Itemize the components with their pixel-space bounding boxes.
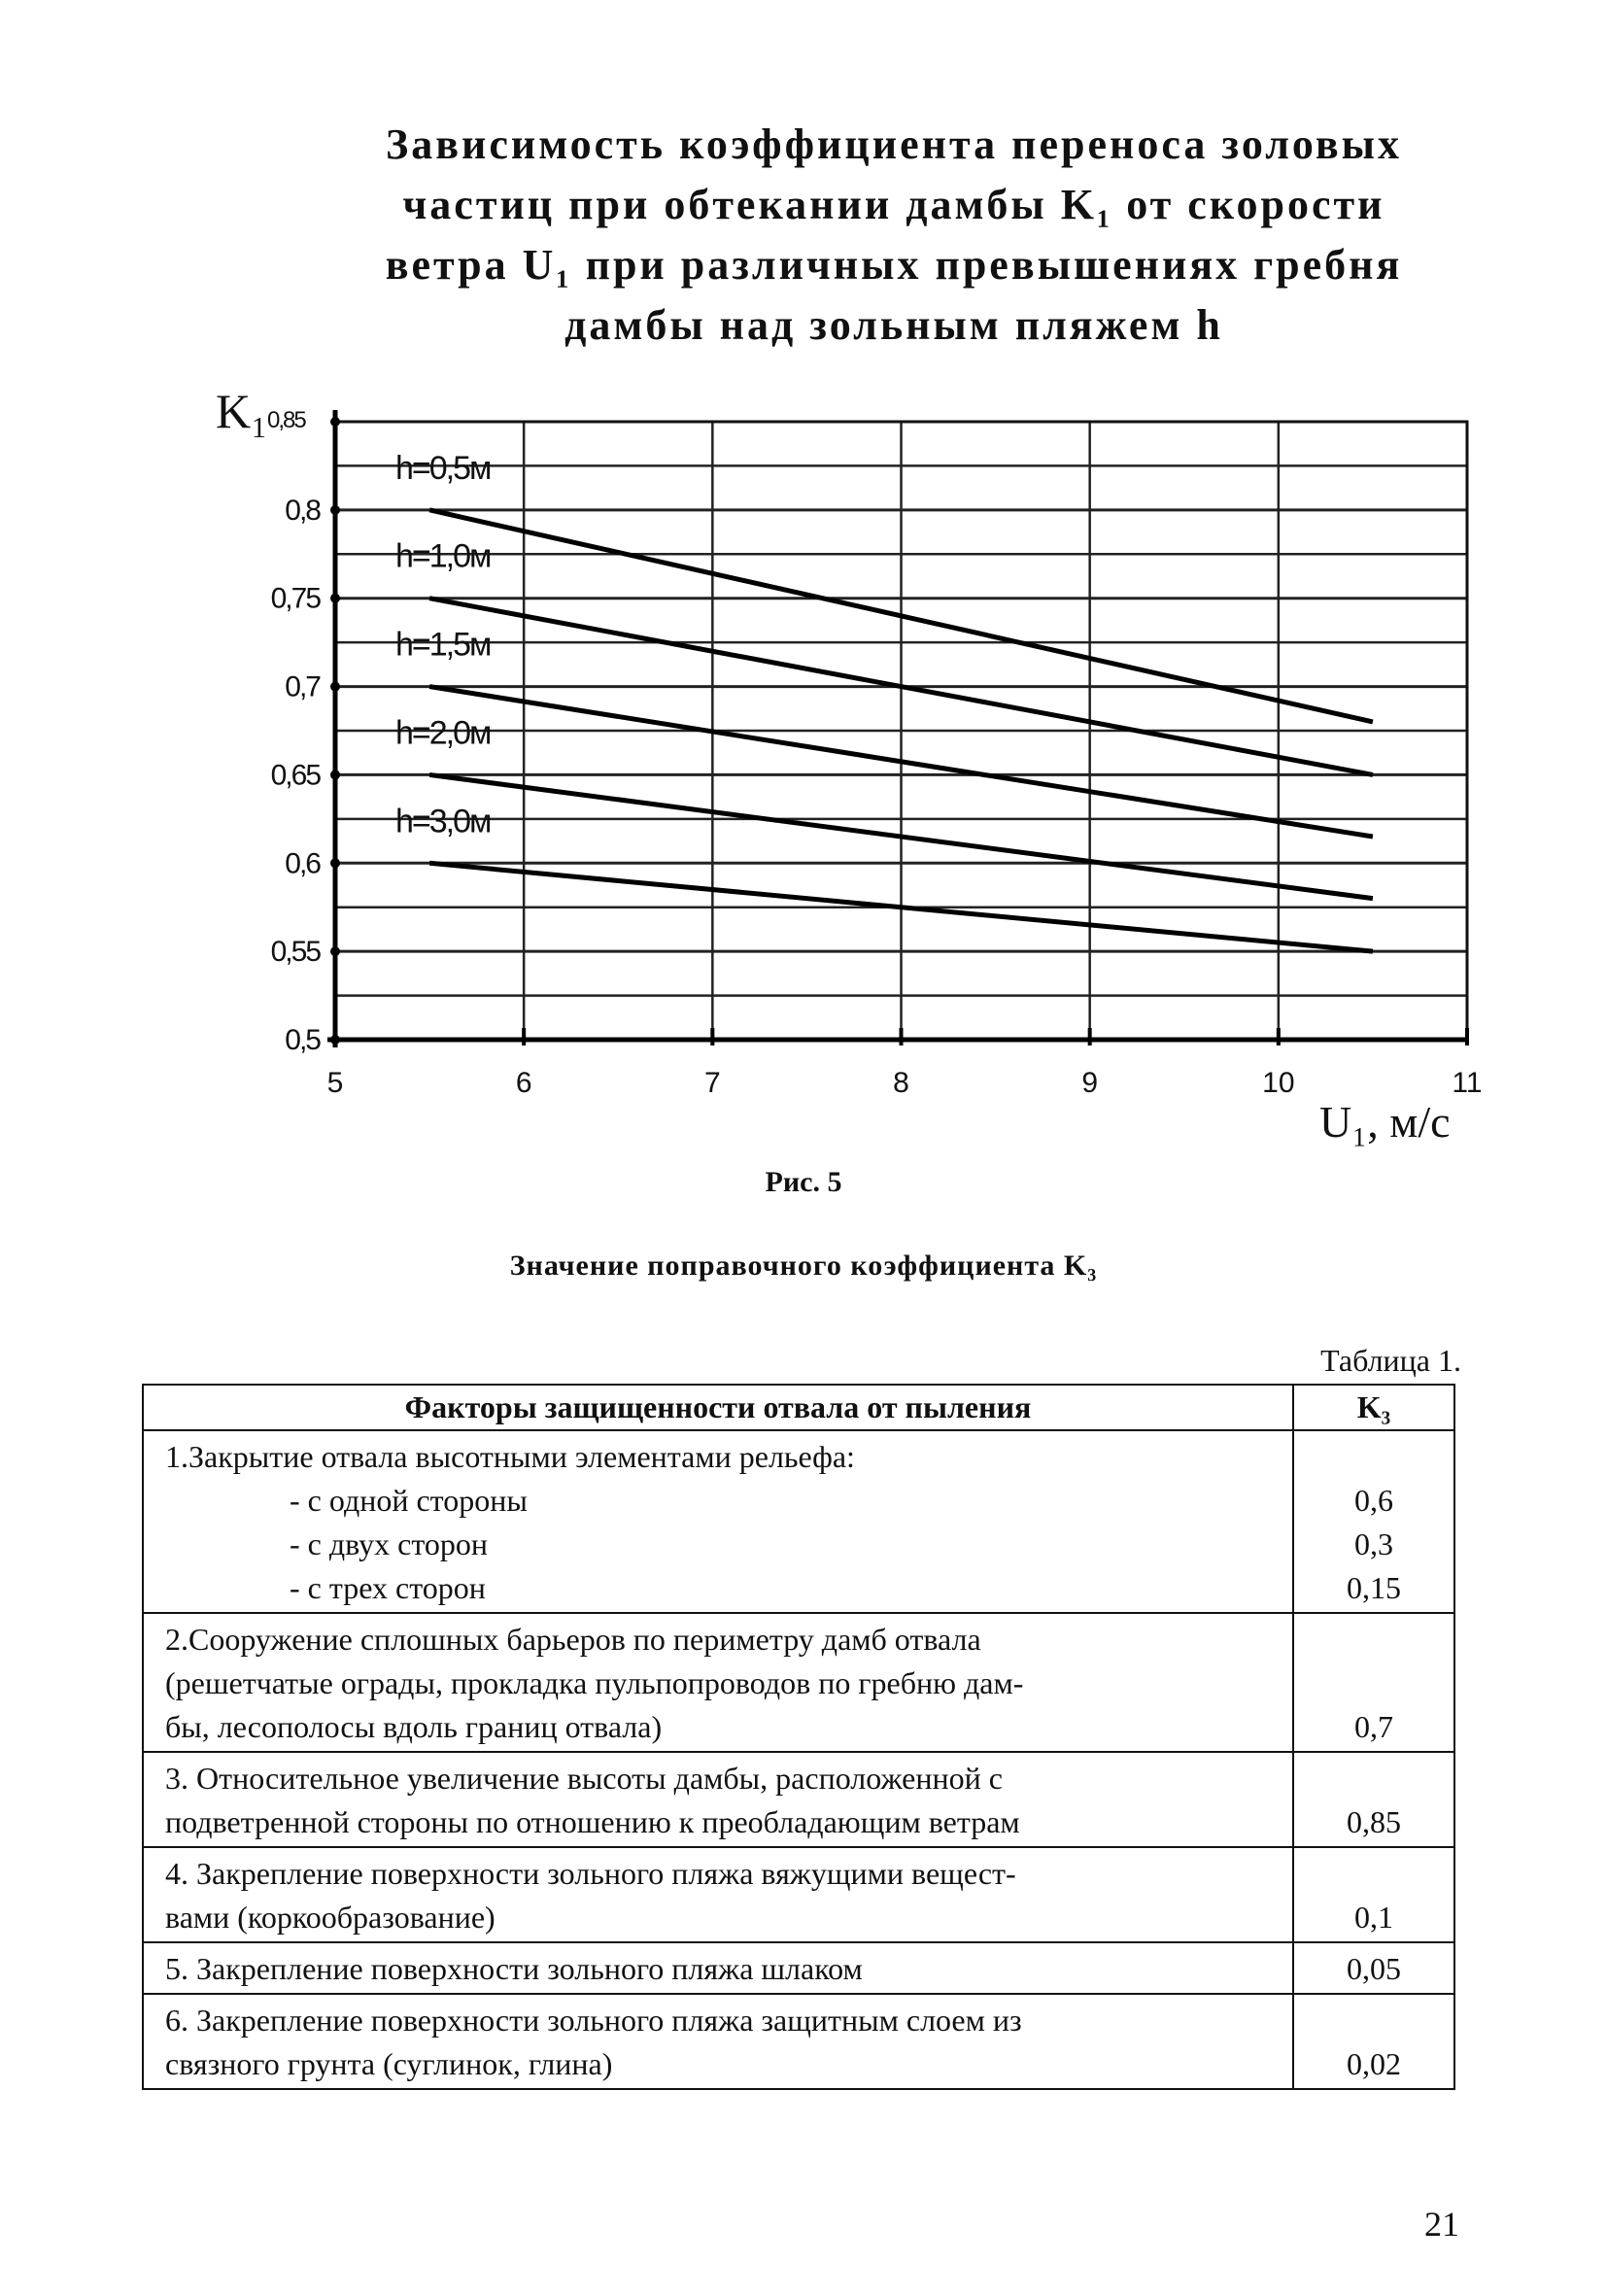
factor-line: 2.Сооружение сплошных барьеров по периметру дамб отвала [165, 1622, 981, 1657]
table-header-row [143, 1385, 1454, 1430]
y-tick-label: 0,55 [270, 936, 320, 969]
series-label: h=1,0м [395, 537, 491, 575]
y-tick-label: 0,85 [267, 407, 305, 433]
table-row [143, 1847, 1454, 1942]
x-tick-label: 6 [515, 1067, 532, 1099]
y-tick-label: 0,8 [285, 494, 320, 527]
value-cell: 0,05 [1293, 1942, 1454, 1994]
factor-cell [143, 1752, 1293, 1847]
table-row [143, 1994, 1454, 2089]
value-cell [1293, 1430, 1454, 1613]
factor-line: - с трех сторон [290, 1570, 486, 1605]
factor-line: (решетчатые ограды, прокладка пульпопроводов по гребню дам- [165, 1665, 1024, 1700]
x-tick-label: 7 [703, 1067, 721, 1099]
factor-cell [143, 1942, 1293, 1994]
value-line: 0,6 [1354, 1483, 1393, 1518]
value-cell: 0,85 [1293, 1752, 1454, 1847]
figure-caption: Рис. 5 [765, 1166, 842, 1198]
series-label: h=3,0м [395, 803, 491, 840]
factor-line: 5. Закрепление поверхности зольного пляжа шлаком [165, 1951, 863, 1986]
table-row [143, 1942, 1454, 1994]
title-line: дамбы над зольным пляжем h [564, 301, 1223, 349]
value-cell: 0,1 [1293, 1847, 1454, 1942]
factor-cell [143, 1847, 1293, 1942]
series-label: h=0,5м [395, 449, 491, 487]
table-row [143, 1430, 1454, 1613]
value-cell: 0,7 [1293, 1613, 1454, 1752]
y-axis-label: K₁ [216, 384, 268, 438]
title-line: ветра U₁ при различных превышениях гребня [385, 241, 1403, 289]
y-tick-mark [330, 770, 340, 779]
x-tick-label: 9 [1081, 1067, 1099, 1099]
x-tick-label: 8 [893, 1067, 909, 1099]
title-line: частиц при обтекании дамбы K₁ от скорости [402, 181, 1385, 228]
page-number: 21 [1424, 2205, 1459, 2244]
title-line: Зависимость коэффициента переноса золовых [386, 120, 1402, 168]
factor-column-header: Факторы защищенности отвала от пыления [143, 1385, 1293, 1430]
y-tick-mark [330, 682, 340, 692]
x-axis-label: U₁, м/с [1319, 1097, 1451, 1147]
factor-cell [143, 1613, 1293, 1752]
y-tick-mark [330, 417, 340, 427]
value-line: 0,15 [1347, 1570, 1401, 1605]
table-label: Таблица 1. [1320, 1343, 1461, 1378]
k3-column-header: K₃ [1293, 1385, 1454, 1430]
table-heading: Значение поправочного коэффициента K₃ [509, 1250, 1098, 1282]
value-line: 0,3 [1354, 1526, 1393, 1561]
x-tick-label: 10 [1262, 1067, 1295, 1099]
factor-line: - с двух сторон [290, 1526, 489, 1561]
factor-line: подветренной стороны по отношению к преобладающим ветрам [165, 1804, 1020, 1839]
factor-line: 4. Закрепление поверхности зольного пляжа вяжущими вещест- [165, 1856, 1016, 1891]
value-cell: 0,02 [1293, 1994, 1454, 2089]
factor-cell [143, 1994, 1293, 2089]
y-tick-label: 0,5 [285, 1024, 320, 1056]
series-label: h=1,5м [395, 626, 491, 664]
y-tick-mark [330, 946, 340, 956]
y-tick-label: 0,7 [285, 670, 320, 703]
factor-line: 3. Относительное увеличение высоты дамбы, расположенной с [165, 1761, 1003, 1796]
factor-line: бы, лесополосы вдоль границ отвала) [165, 1709, 663, 1744]
y-tick-mark [330, 858, 340, 868]
y-tick-label: 0,6 [285, 847, 320, 880]
y-tick-label: 0,65 [270, 759, 320, 792]
factor-line: 1.Закрытие отвала высотными элементами рельефа: [165, 1439, 855, 1474]
series-label: h=2,0м [395, 714, 491, 752]
factor-line: 6. Закрепление поверхности зольного пляжа защитным слоем из [165, 2003, 1022, 2038]
factor-line: связного грунта (суглинок, глина) [165, 2046, 613, 2081]
factor-cell [143, 1430, 1293, 1613]
y-tick-mark [330, 594, 340, 603]
y-tick-label: 0,75 [270, 582, 320, 615]
y-tick-mark [330, 505, 340, 515]
factor-line: - с одной стороны [290, 1483, 528, 1518]
coefficient-table [142, 1384, 1455, 2090]
x-tick-label: 11 [1452, 1067, 1483, 1099]
table-row [143, 1613, 1454, 1752]
x-tick-label: 5 [326, 1067, 344, 1099]
factor-line: вами (коркообразование) [165, 1900, 496, 1935]
table-row [143, 1752, 1454, 1847]
